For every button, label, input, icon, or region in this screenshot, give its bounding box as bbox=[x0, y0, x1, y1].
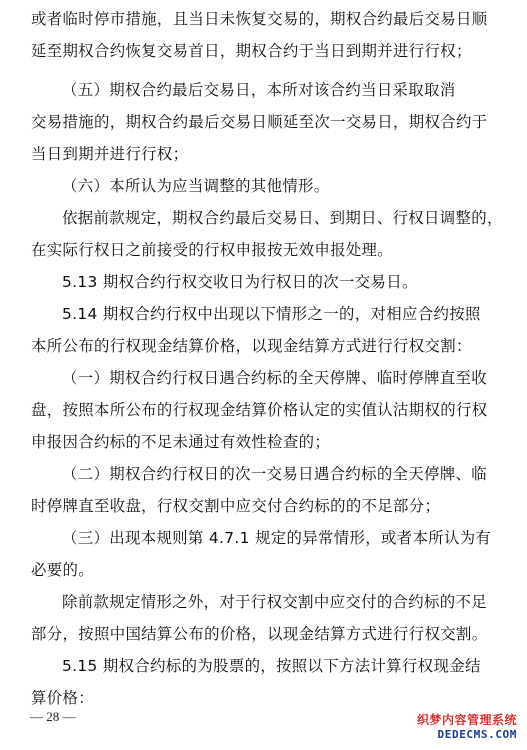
text-line: 本所公布的行权现金结算价格，以现金结算方式进行行权交割： bbox=[31, 337, 472, 355]
text-line: 当日到期并进行行权； bbox=[31, 145, 189, 163]
text-line: 在实际行权日之前接受的行权申报按无效申报处理。 bbox=[31, 241, 394, 259]
text-line: 除前款规定情形之外，对于行权交割中应交付的合约标的不足 bbox=[62, 593, 487, 611]
watermark-url: DEDECMS.COM bbox=[437, 728, 517, 741]
text-line: 5.14 期权合约行权中出现以下情形之一的，对相应合约按照 bbox=[62, 305, 481, 323]
text-line: 算价格： bbox=[31, 689, 94, 707]
text-line: 延至期权合约恢复交易首日，期权合约于当日到期并进行行权； bbox=[31, 42, 472, 60]
watermark bbox=[399, 712, 517, 742]
text-line: （六）本所认为应当调整的其他情形。 bbox=[62, 177, 330, 195]
text-line: （五）期权合约最后交易日，本所对该合约当日采取取消 bbox=[62, 81, 456, 99]
text-line: 或者临时停市措施，且当日未恢复交易的，期权合约最后交易日顺 bbox=[31, 10, 488, 28]
watermark-title: 织梦内容管理系统 bbox=[416, 713, 517, 727]
text-line: 依据前款规定，期权合约最后交易日、到期日、行权日调整的， bbox=[62, 209, 503, 227]
text-line: 申报因合约标的不足未通过有效性检查的； bbox=[31, 433, 331, 451]
text-line: 时停牌直至收盘，行权交割中应交付合约标的的不足部分； bbox=[31, 497, 441, 515]
text-line: 必要的。 bbox=[31, 561, 94, 579]
text-line: 部分，按照中国结算公布的价格，以现金结算方式进行行权交割。 bbox=[31, 625, 488, 643]
text-line: 交易措施的，期权合约最后交易日顺延至次一交易日，期权合约于 bbox=[31, 113, 488, 131]
text-line: 5.13 期权合约行权交收日为行权日的次一交易日。 bbox=[62, 273, 418, 291]
page-number: — 28 — bbox=[30, 709, 76, 724]
text-line: 5.15 期权合约标的为股票的，按照以下方法计算行权现金结 bbox=[62, 657, 481, 675]
text-line: （一）期权合约行权日遇合约标的全天停牌、临时停牌直至收 bbox=[62, 369, 487, 387]
text-line: （二）期权合约行权日的次一交易日遇合约标的全天停牌、临 bbox=[62, 465, 487, 483]
text-line: 盘，按照本所公布的行权现金结算价格认定的实值认沽期权的行权 bbox=[31, 401, 488, 419]
text-line: （三）出现本规则第 4.7.1 规定的异常情形，或者本所认为有 bbox=[62, 529, 492, 547]
